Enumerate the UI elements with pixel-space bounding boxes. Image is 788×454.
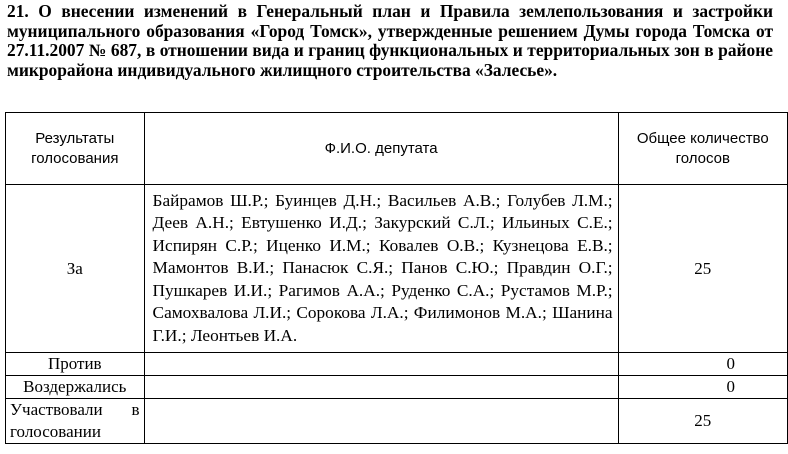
row-label-against: Против [6,353,145,376]
deputy-names-against [144,353,618,376]
voting-results-table [5,112,788,444]
header-results: Результаты голосования [6,113,145,185]
table-row-participated [6,399,788,444]
table-row-abstained [6,376,788,399]
row-label-abstained: Воздержались [6,376,145,399]
table-header-row [6,113,788,185]
deputy-names-participated [144,399,618,444]
agenda-item-heading: 21. О внесении изменений в Генеральный план и Правила землепользования и застройки муниципального образования «Город Томск», утвержденные решением Думы города Томска от 27.11.2007 № 687, в отношении вида и границ функциональных и территориальных зон в районе микрорайона индивидуального жилищного строительства «Залесье». [7,1,773,80]
table-row-for [6,185,788,353]
header-total-votes: Общее количество голосов [618,113,787,185]
table-row-against [6,353,788,376]
header-deputy-name: Ф.И.О. депутата [144,113,618,185]
row-label-participated: Участвовали в голосовании [6,399,145,444]
count-against: 0 [618,353,787,376]
deputy-names-for: Байрамов Ш.Р.; Буинцев Д.Н.; Васильев А.В.; Голубев Л.М.; Деев А.Н.; Евтушенко И.Д.; Закурский С.Л.; Ильиных С.Е.; Испирян С.Р.; Иценко И.М.; Ковалев О.В.; Кузнецова Е.В.; Мамонтов В.И.; Панасюк С.Я.; Панов С.Ю.; Правдин О.Г.; Пушкарев И.И.; Рагимов А.А.; Руденко С.А.; Рустамов М.Р.; Самохвалова Л.И.; Сорокова Л.А.; Филимонов М.А.; Шанина Г.И.; Леонтьев И.А. [144,185,618,353]
count-participated: 25 [618,399,787,444]
deputy-names-abstained [144,376,618,399]
count-for: 25 [618,185,787,353]
row-label-for: За [6,185,145,353]
count-abstained: 0 [618,376,787,399]
